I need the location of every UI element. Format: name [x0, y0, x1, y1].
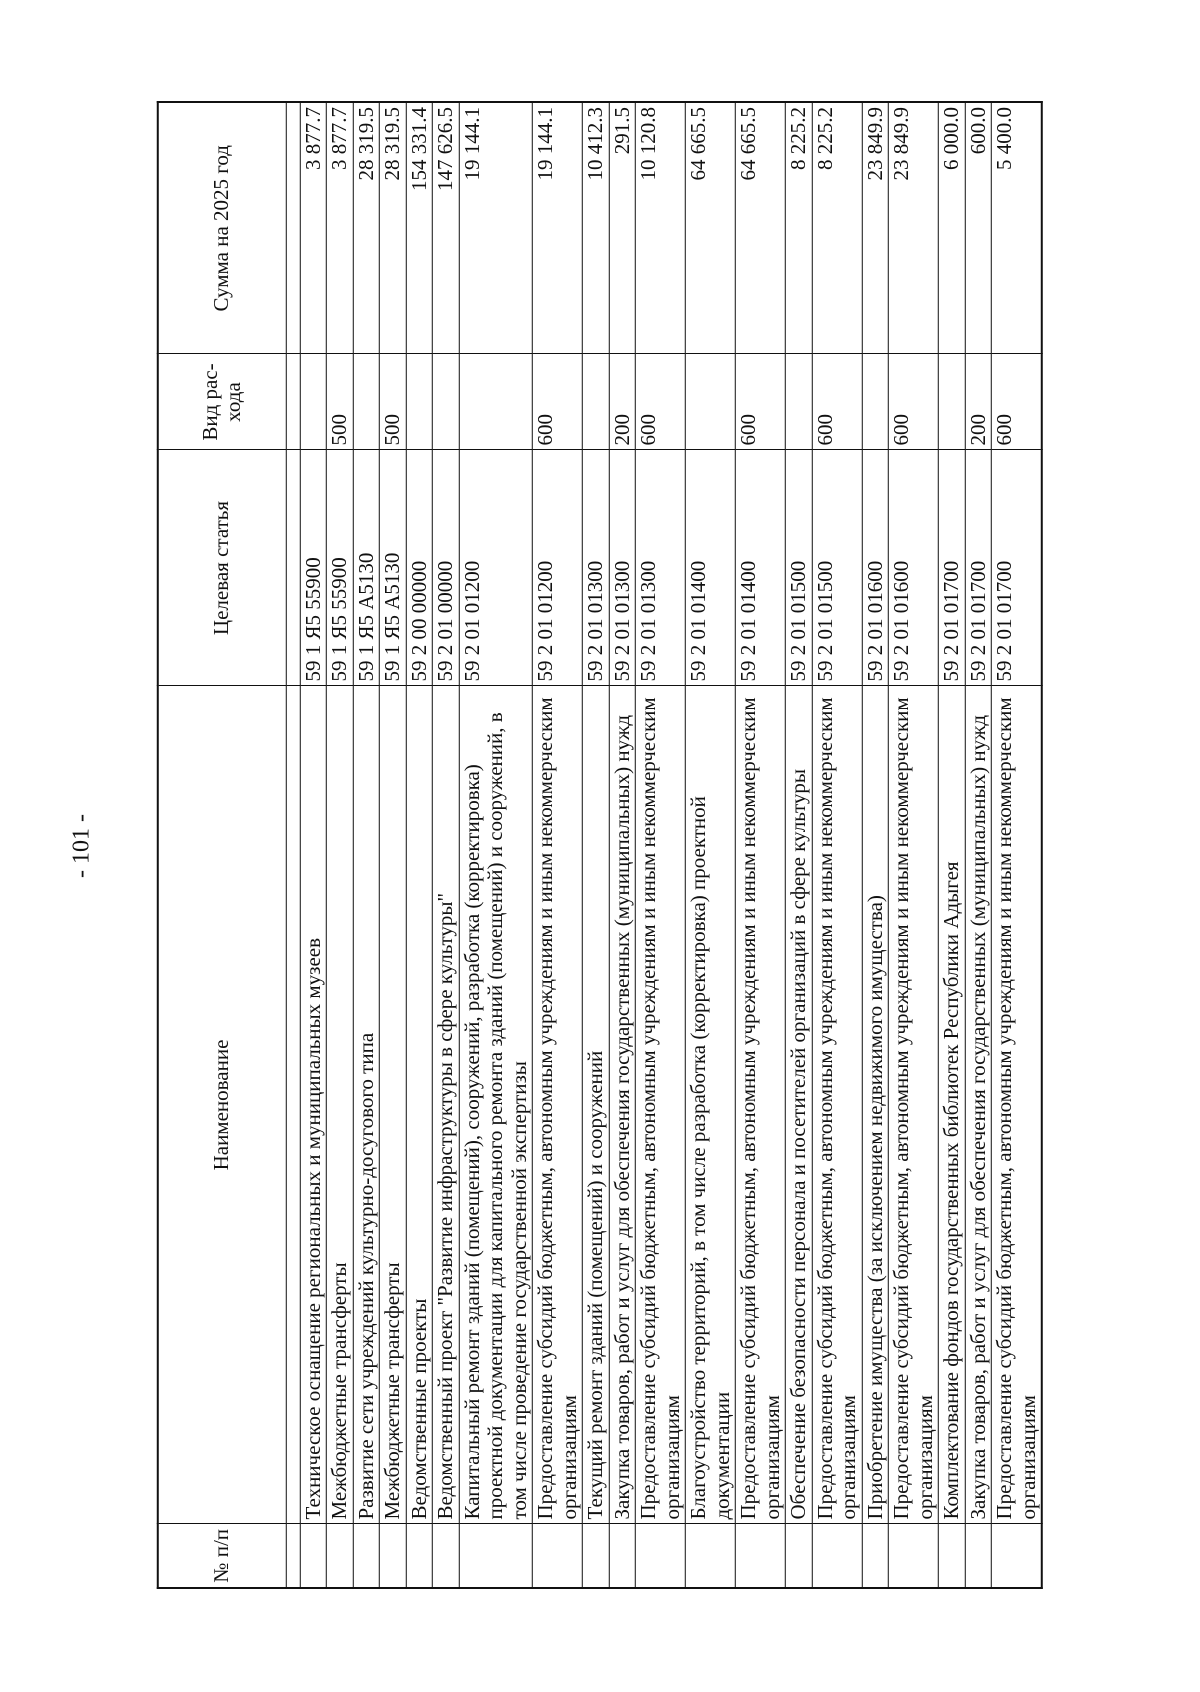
row-type: 500 — [326, 354, 353, 450]
row-name: Предоставление субсидий бюджетным, автономным учреждениям и иным некоммерческим организациям — [889, 686, 939, 1524]
row-name: Предоставление субсидий бюджетным, автономным учреждениям и иным некоммерческим организациям — [736, 686, 786, 1524]
row-name: Предоставление субсидий бюджетным, автономным учреждениям и иным некоммерческим организациям — [532, 686, 582, 1524]
row-name: Закупка товаров, работ и услуг для обеспечения государственных (муниципальных) нужд — [609, 686, 636, 1524]
header-num: № п/п — [158, 1524, 286, 1588]
row-amount: 28 319.5 — [353, 102, 380, 354]
row-name: Межбюджетные трансферты — [326, 686, 353, 1524]
row-type: 200 — [609, 354, 636, 450]
row-type: 600 — [812, 354, 862, 450]
table-row — [889, 102, 939, 1588]
row-num — [432, 1524, 459, 1588]
row-amount: 3 877.7 — [326, 102, 353, 354]
table-row — [812, 102, 862, 1588]
row-amount: 291.5 — [609, 102, 636, 354]
row-num — [812, 1524, 862, 1588]
table-row — [609, 102, 636, 1588]
row-type: 600 — [736, 354, 786, 450]
row-num — [300, 1524, 327, 1588]
row-name: Благоустройство территорий, в том числе разработка (корректировка) проектной документации — [686, 686, 736, 1524]
row-name: Приобретение имущества (за исключением недвижимого имущества) — [862, 686, 889, 1524]
row-num — [889, 1524, 939, 1588]
row-amount: 19 144.1 — [459, 102, 533, 354]
row-type: 600 — [889, 354, 939, 450]
row-code: 59 2 01 01600 — [889, 450, 939, 686]
row-name: Закупка товаров, работ и услуг для обеспечения государственных (муниципальных) нужд — [965, 686, 992, 1524]
row-type — [582, 354, 609, 450]
row-amount: 6 000.0 — [939, 102, 966, 354]
row-name: Ведомственные проекты — [406, 686, 433, 1524]
row-code: 59 1 Я5 55900 — [326, 450, 353, 686]
row-code: 59 2 00 00000 — [406, 450, 433, 686]
table-row — [406, 102, 433, 1588]
row-type: 600 — [532, 354, 582, 450]
table-row — [353, 102, 380, 1588]
row-amount: 147 626.5 — [432, 102, 459, 354]
row-amount: 23 849.9 — [862, 102, 889, 354]
row-type: 200 — [965, 354, 992, 450]
row-amount: 64 665.5 — [686, 102, 736, 354]
row-num — [532, 1524, 582, 1588]
row-name: Межбюджетные трансферты — [379, 686, 406, 1524]
row-amount: 5 400.0 — [992, 102, 1043, 354]
row-amount: 19 144.1 — [532, 102, 582, 354]
row-name: Предоставление субсидий бюджетным, автономным учреждениям и иным некоммерческим организациям — [635, 686, 685, 1524]
row-code: 59 2 01 01600 — [862, 450, 889, 686]
row-type — [353, 354, 380, 450]
row-num — [939, 1524, 966, 1588]
row-code: 59 2 01 01400 — [736, 450, 786, 686]
table-row — [635, 102, 685, 1588]
row-num — [992, 1524, 1043, 1588]
table-row — [862, 102, 889, 1588]
row-code: 59 2 01 01300 — [635, 450, 685, 686]
row-name: Капитальный ремонт зданий (помещений), сооружений, разработка (корректировка) проектной документации для капитального ремонта зданий (помещений) и сооружений, в том числе проведение государственной экспертизы — [459, 686, 533, 1524]
row-amount: 8 225.2 — [812, 102, 862, 354]
table-row — [965, 102, 992, 1588]
row-type — [432, 354, 459, 450]
row-code — [286, 450, 300, 686]
row-code: 59 1 Я5 А5130 — [353, 450, 380, 686]
row-code: 59 2 01 01700 — [965, 450, 992, 686]
row-num — [609, 1524, 636, 1588]
row-amount: 23 849.9 — [889, 102, 939, 354]
table-row — [432, 102, 459, 1588]
table-row — [582, 102, 609, 1588]
row-num — [326, 1524, 353, 1588]
table-body — [286, 102, 1042, 1588]
row-amount: 28 319.5 — [379, 102, 406, 354]
row-code: 59 2 01 01300 — [582, 450, 609, 686]
row-num — [379, 1524, 406, 1588]
row-code: 59 2 01 01700 — [992, 450, 1043, 686]
row-num — [635, 1524, 685, 1588]
row-code: 59 2 01 00000 — [432, 450, 459, 686]
table-row — [459, 102, 533, 1588]
table-row — [736, 102, 786, 1588]
row-type — [939, 354, 966, 450]
table-row — [686, 102, 736, 1588]
budget-table — [157, 101, 1043, 1589]
table-row — [939, 102, 966, 1588]
row-code: 59 2 01 01400 — [686, 450, 736, 686]
row-num — [736, 1524, 786, 1588]
row-type — [286, 354, 300, 450]
header-type: Вид рас-хода — [158, 354, 286, 450]
row-code: 59 2 01 01500 — [812, 450, 862, 686]
row-num — [353, 1524, 380, 1588]
header-amount: Сумма на 2025 год — [158, 102, 286, 354]
row-type — [686, 354, 736, 450]
row-code: 59 2 01 01700 — [939, 450, 966, 686]
table-row — [532, 102, 582, 1588]
row-num — [686, 1524, 736, 1588]
row-type: 500 — [379, 354, 406, 450]
row-amount: 3 877.7 — [300, 102, 327, 354]
row-num — [459, 1524, 533, 1588]
row-name — [286, 686, 300, 1524]
row-type — [459, 354, 533, 450]
row-code: 59 2 01 01500 — [786, 450, 813, 686]
row-amount — [286, 102, 300, 354]
row-name: Комплектование фондов государственных библиотек Республики Адыгея — [939, 686, 966, 1524]
row-type: 600 — [635, 354, 685, 450]
table-row — [326, 102, 353, 1588]
row-type — [406, 354, 433, 450]
page-number: - 101 - — [68, 814, 95, 878]
header-code: Целевая статья — [158, 450, 286, 686]
row-code: 59 1 Я5 А5130 — [379, 450, 406, 686]
row-num — [965, 1524, 992, 1588]
row-amount: 8 225.2 — [786, 102, 813, 354]
header-name: Наименование — [158, 686, 286, 1524]
table-row — [379, 102, 406, 1588]
row-num — [286, 1524, 300, 1588]
row-name: Ведомственный проект "Развитие инфраструктуры в сфере культуры" — [432, 686, 459, 1524]
row-code: 59 2 01 01200 — [532, 450, 582, 686]
row-amount: 600.0 — [965, 102, 992, 354]
row-name: Текущий ремонт зданий (помещений) и сооружений — [582, 686, 609, 1524]
table-row — [286, 102, 300, 1588]
row-amount: 10 412.3 — [582, 102, 609, 354]
row-code: 59 2 01 01200 — [459, 450, 533, 686]
row-type — [862, 354, 889, 450]
table-header-row — [158, 102, 286, 1588]
row-amount: 64 665.5 — [736, 102, 786, 354]
row-name: Техническое оснащение региональных и муниципальных музеев — [300, 686, 327, 1524]
row-type: 600 — [992, 354, 1043, 450]
row-num — [786, 1524, 813, 1588]
rotated-table-container — [157, 103, 1043, 1589]
row-name: Предоставление субсидий бюджетным, автономным учреждениям и иным некоммерческим организациям — [992, 686, 1043, 1524]
row-amount: 10 120.8 — [635, 102, 685, 354]
table-row — [300, 102, 327, 1588]
row-type — [786, 354, 813, 450]
row-name: Развитие сети учреждений культурно-досугового типа — [353, 686, 380, 1524]
row-name: Предоставление субсидий бюджетным, автономным учреждениям и иным некоммерческим организациям — [812, 686, 862, 1524]
row-num — [862, 1524, 889, 1588]
row-code: 59 1 Я5 55900 — [300, 450, 327, 686]
row-amount: 154 331.4 — [406, 102, 433, 354]
row-num — [582, 1524, 609, 1588]
table-row — [992, 102, 1043, 1588]
row-type — [300, 354, 327, 450]
row-code: 59 2 01 01300 — [609, 450, 636, 686]
row-name: Обеспечение безопасности персонала и посетителей организаций в сфере культуры — [786, 686, 813, 1524]
row-num — [406, 1524, 433, 1588]
table-row — [786, 102, 813, 1588]
